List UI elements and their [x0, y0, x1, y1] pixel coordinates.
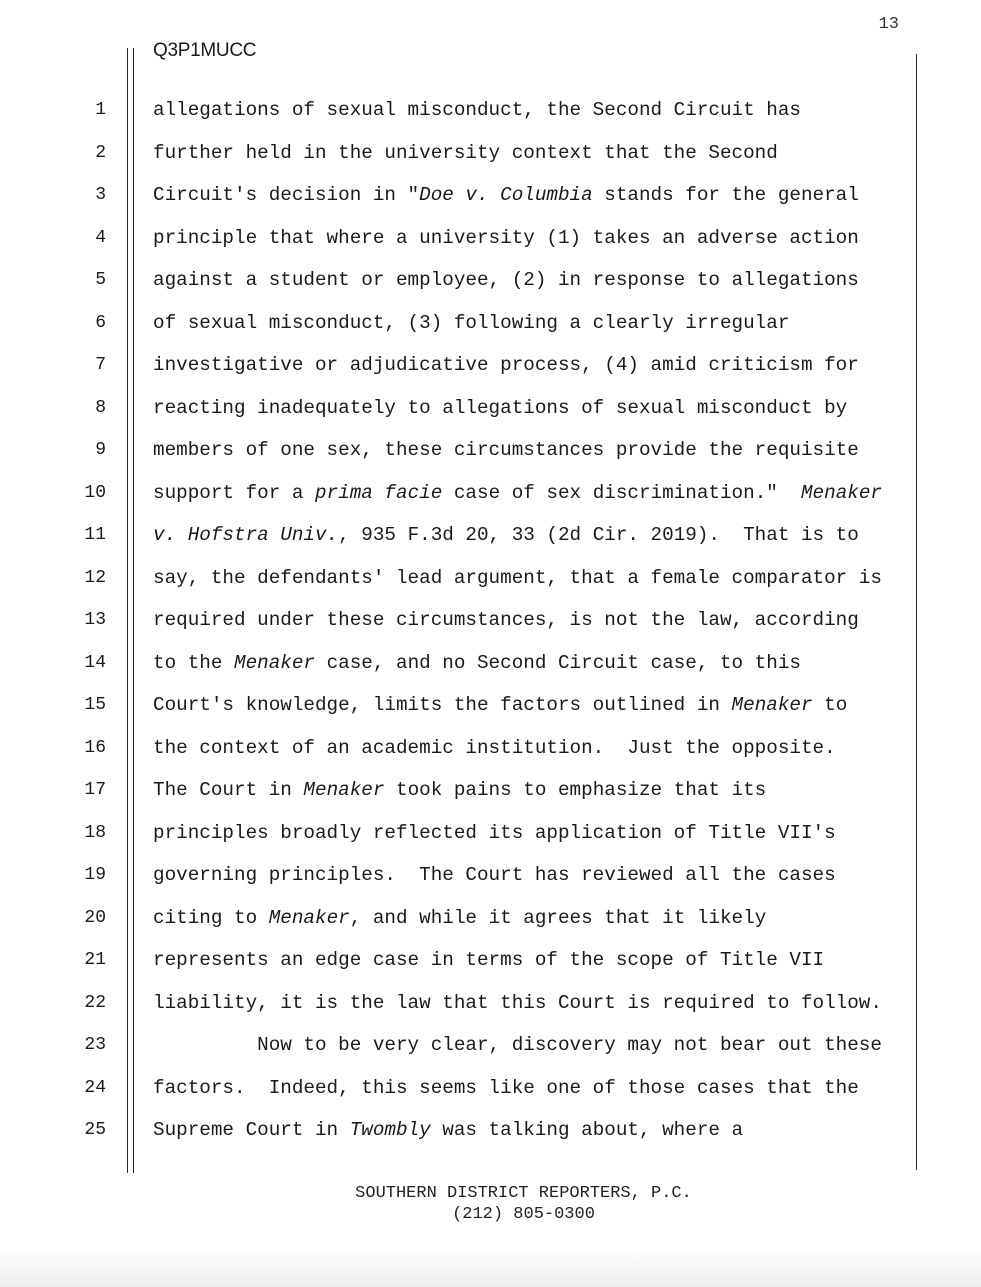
transcript-line [153, 1119, 743, 1141]
line-number: 14 [84, 652, 106, 673]
transcript-line [153, 864, 836, 886]
transcript-line [153, 737, 836, 759]
italic-citation: Menaker [303, 779, 385, 801]
line-number: 5 [95, 270, 106, 290]
scan-shadow [0, 1247, 981, 1287]
line-number: 22 [84, 992, 106, 1013]
text-segment: Now to be very clear, discovery may not bear out these [153, 1034, 882, 1056]
line-number: 24 [84, 1077, 106, 1098]
text-segment: case, and no Second Circuit case, to this [315, 651, 801, 674]
text-segment: , and while it agrees that it likely [349, 906, 767, 929]
line-number: 10 [84, 482, 106, 503]
line-number: 16 [84, 737, 106, 758]
transcript-line [153, 397, 847, 419]
line-number: 9 [95, 440, 106, 460]
text-segment: factors. Indeed, this seems like one of those cases that the [153, 1076, 859, 1099]
line-number: 12 [84, 567, 106, 588]
text-segment: stands for the general [592, 184, 859, 206]
italic-citation: Menaker [731, 694, 813, 716]
text-segment: The Court in [153, 779, 304, 801]
transcript-line [153, 567, 882, 589]
line-number: 8 [95, 397, 106, 418]
reporter-name: SOUTHERN DISTRICT REPORTERS, P.C. [355, 1184, 692, 1203]
text-segment: citing to [153, 906, 269, 929]
italic-citation: Menaker [800, 481, 882, 504]
text-segment: Court's knowledge, limits the factors outlined in [153, 694, 732, 716]
reporter-phone: (212) 805-0300 [452, 1205, 595, 1224]
text-segment: against a student or employee, (2) in response to allegations [153, 269, 859, 291]
transcript-line [153, 269, 859, 291]
italic-citation: Doe v. Columbia [419, 184, 593, 206]
line-number: 3 [95, 185, 106, 205]
transcript-line [153, 312, 789, 334]
transcript-line [153, 907, 766, 929]
text-segment: , 935 F.3d 20, 33 (2d Cir. 2019). That is to [338, 524, 859, 546]
left-margin-rule-inner [133, 48, 134, 1173]
text-segment: governing principles. The Court has reviewed all the cases [153, 864, 836, 886]
text-segment: reacting inadequately to allegations of sexual misconduct by [153, 396, 848, 419]
transcript-line [153, 227, 859, 249]
italic-citation: Twombly [349, 1119, 431, 1141]
text-segment: to [812, 694, 848, 716]
line-number: 15 [84, 695, 106, 715]
transcript-line [153, 1034, 882, 1056]
transcript-line [153, 184, 859, 206]
transcript-line [153, 609, 859, 631]
line-number: 2 [95, 142, 106, 163]
text-segment: investigative or adjudicative process, (4) amid criticism for [153, 354, 859, 376]
line-number: 18 [84, 822, 106, 843]
page-number: 13 [878, 15, 899, 34]
transcript-line [153, 822, 836, 844]
italic-citation: v. Hofstra Univ. [153, 524, 339, 546]
text-segment: liability, it is the law that this Court is required to follow. [153, 991, 882, 1014]
transcript-line [153, 1077, 859, 1099]
case-code: Q3P1MUCC [153, 40, 257, 61]
transcript-line [153, 992, 882, 1014]
text-segment: further held in the university context that the Second [153, 141, 778, 164]
text-segment: principles broadly reflected its application of Title VII's [153, 821, 836, 844]
line-number: 11 [84, 525, 106, 545]
line-number: 1 [95, 100, 106, 120]
text-segment: say, the defendants' lead argument, that a female comparator is [153, 566, 882, 589]
line-number: 20 [84, 907, 106, 928]
text-segment: members of one sex, these circumstances provide the requisite [153, 439, 859, 461]
text-segment: required under these circumstances, is not the law, according [153, 609, 859, 631]
text-segment: support for a [153, 481, 315, 504]
line-number: 21 [84, 950, 106, 970]
text-segment: of sexual misconduct, (3) following a clearly irregular [153, 311, 790, 334]
line-number: 13 [84, 610, 106, 630]
text-segment: Supreme Court in [153, 1119, 350, 1141]
transcript-line [153, 439, 859, 461]
text-segment: represents an edge case in terms of the scope of Title VII [153, 949, 825, 971]
transcript-line [153, 524, 859, 546]
line-number: 19 [84, 865, 106, 885]
text-segment: principle that where a university (1) takes an adverse action [153, 226, 859, 249]
footer [0, 1183, 981, 1225]
line-number: 7 [95, 355, 106, 375]
italic-citation: Menaker [234, 651, 315, 674]
text-segment: Circuit's decision in " [153, 184, 420, 206]
transcript-line [153, 949, 824, 971]
text-segment: the context of an academic institution. Just the opposite. [153, 736, 836, 759]
italic-citation: prima facie [315, 481, 443, 504]
text-segment: to the [153, 651, 234, 674]
right-margin-rule [916, 54, 917, 1170]
text-segment: case of sex discrimination." [442, 481, 801, 504]
line-number: 17 [84, 780, 106, 800]
line-number: 4 [95, 227, 106, 248]
transcript-line [153, 142, 778, 164]
text-segment: took pains to emphasize that its [384, 779, 767, 801]
italic-citation: Menaker [268, 906, 350, 929]
text-segment: allegations of sexual misconduct, the Second Circuit has [153, 99, 801, 121]
transcript-line [153, 354, 859, 376]
transcript-line [153, 99, 801, 121]
line-number: 6 [95, 312, 106, 333]
transcript-line [153, 482, 882, 504]
left-margin-rule-outer [127, 48, 128, 1173]
transcript-line [153, 652, 801, 674]
transcript-line [153, 779, 766, 801]
transcript-line [153, 694, 847, 716]
line-number: 23 [84, 1035, 106, 1055]
text-segment: was talking about, where a [430, 1119, 744, 1141]
line-number: 25 [84, 1120, 106, 1140]
